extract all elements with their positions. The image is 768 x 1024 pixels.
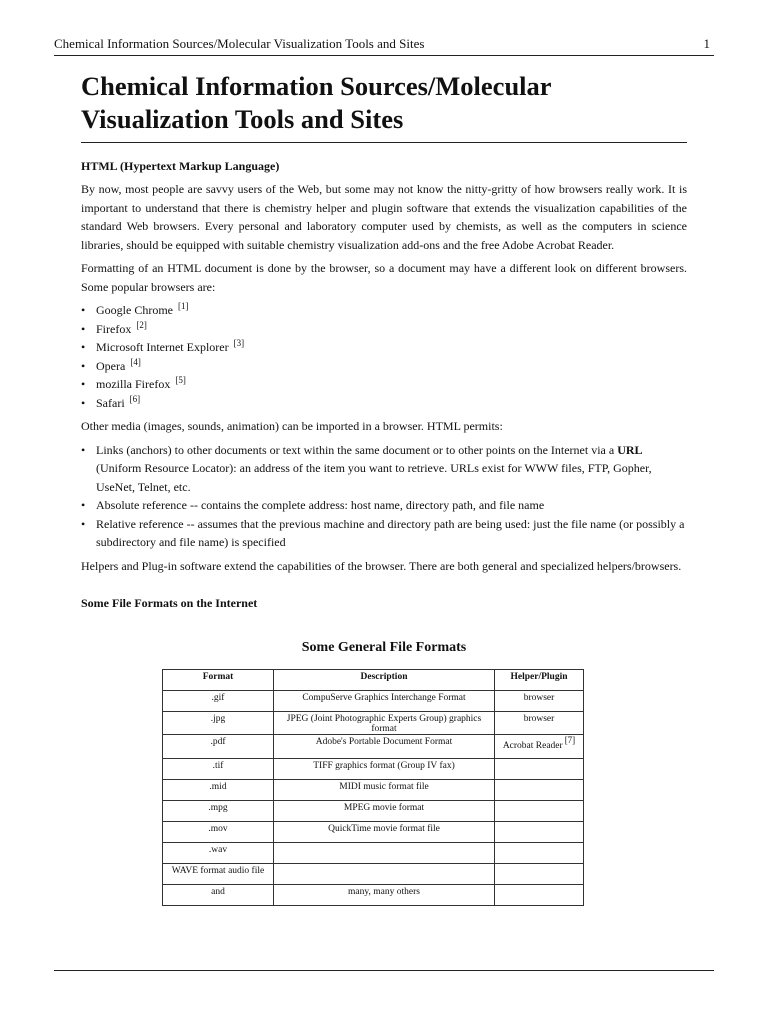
title-line-1: Chemical Information Sources/Molecular	[81, 71, 552, 101]
format-cell: .mid	[163, 780, 274, 801]
reference-link[interactable]: [2]	[136, 319, 147, 330]
list-item	[81, 338, 687, 357]
table-row	[163, 822, 584, 843]
browser-list	[81, 301, 687, 412]
table-row	[163, 712, 584, 735]
intro-paragraph: By now, most people are savvy users of the Web, but some may not know the nitty-gritty of how browsers really work. It is important to understand that there is chemistry helper and plugin software that extends the visualization capabilities of the standard Web browsers. Every personal and laboratory computer used by chemists, as well as the computers in science libraries, should be equipped with suitable chemistry visualization add-ons and the free Adobe Acrobat Reader.	[81, 182, 687, 252]
list-item	[81, 301, 687, 320]
media-paragraph: Other media (images, sounds, animation) can be imported in a browser. HTML permits:	[81, 419, 503, 433]
browser-name: Microsoft Internet Explorer	[96, 340, 229, 354]
helper-cell	[495, 735, 584, 759]
format-cell: .wav	[163, 843, 274, 864]
table-row	[163, 801, 584, 822]
page-content	[81, 70, 687, 906]
page-number: 1	[703, 36, 710, 51]
page-title	[81, 70, 687, 143]
description-cell: many, many others	[274, 885, 495, 906]
format-cell: WAVE format audio file	[163, 864, 274, 885]
running-header	[54, 36, 714, 56]
list-item: • Absolute reference -- contains the complete address: host name, directory path, and file name	[81, 496, 687, 515]
browser-name: Opera	[96, 358, 126, 373]
table-header-row	[163, 670, 584, 691]
links-text-end: (Uniform Resource Locator): an address of the item you want to retrieve. URLs exist for WWW files, FTP, Gopher, UseNet, Telnet, etc.	[96, 461, 652, 494]
list-item: • Relative reference -- assumes that the previous machine and directory path are being used: just the file name (or possibly a subdirectory and file name) is specified	[81, 515, 687, 552]
format-cell: and	[163, 885, 274, 906]
browser-name: Safari	[96, 395, 125, 410]
file-formats-heading: Some File Formats on the Internet	[81, 596, 258, 610]
reference-link[interactable]: [1]	[178, 301, 189, 311]
description-cell: MIDI music format file	[274, 780, 495, 801]
helper-name: browser	[523, 693, 555, 703]
helper-cell	[495, 864, 584, 885]
list-item	[81, 357, 687, 376]
column-header-format: Format	[163, 670, 274, 691]
helper-cell	[495, 691, 584, 712]
list-item	[81, 375, 687, 394]
table-row	[163, 864, 584, 885]
helper-cell	[495, 712, 584, 735]
table-row	[163, 691, 584, 712]
reference-link[interactable]: [6]	[129, 393, 141, 404]
table-caption: Some General File Formats	[301, 640, 467, 655]
table-body	[163, 691, 584, 906]
browser-name: Google Chrome	[96, 303, 173, 317]
description-cell: TIFF graphics format (Group IV fax)	[274, 759, 495, 780]
url-term: URL	[617, 442, 643, 457]
description-cell: QuickTime movie format file	[274, 822, 495, 843]
table-row	[163, 780, 584, 801]
description-cell: MPEG movie format	[274, 801, 495, 822]
format-cell: .pdf	[163, 735, 274, 759]
column-header-helper: Helper/Plugin	[495, 670, 584, 691]
format-cell: .jpg	[163, 712, 274, 735]
description-cell	[274, 864, 495, 885]
table-row	[163, 843, 584, 864]
permits-list	[81, 441, 687, 552]
helper-cell	[495, 843, 584, 864]
helper-cell	[495, 885, 584, 906]
format-cell: .mpg	[163, 801, 274, 822]
running-title: Chemical Information Sources/Molecular Visualization Tools and Sites	[54, 36, 425, 51]
description-cell: JPEG (Joint Photographic Experts Group) graphics format	[274, 712, 495, 735]
helper-cell	[495, 759, 584, 780]
file-formats-table	[162, 669, 584, 906]
reference-link[interactable]: [7]	[564, 735, 576, 745]
table-row	[163, 885, 584, 906]
description-cell: Adobe's Portable Document Format	[274, 735, 495, 759]
table-row	[163, 735, 584, 759]
list-item	[81, 441, 687, 497]
browser-name: mozilla Firefox	[96, 377, 171, 391]
table-row	[163, 759, 584, 780]
browser-name: Firefox	[96, 321, 132, 336]
description-cell: CompuServe Graphics Interchange Format	[274, 691, 495, 712]
helpers-paragraph: Helpers and Plug-in software extend the capabilities of the browser. There are both general and specialized helpers/browsers.	[81, 558, 682, 573]
html-section-heading: HTML (Hypertext Markup Language)	[81, 159, 280, 173]
helper-cell	[495, 822, 584, 843]
description-cell	[274, 843, 495, 864]
helper-name: browser	[523, 714, 555, 724]
reference-link[interactable]: [3]	[233, 338, 245, 348]
reference-link[interactable]: [5]	[175, 375, 186, 385]
column-header-description: Description	[274, 670, 495, 691]
list-item	[81, 320, 687, 339]
helper-cell	[495, 801, 584, 822]
format-cell: .mov	[163, 822, 274, 843]
reference-link[interactable]: [4]	[130, 356, 141, 367]
formatting-paragraph: Formatting of an HTML document is done by the browser, so a document may have a different look on different browsers. Some popular browsers are:	[81, 261, 687, 294]
list-item	[81, 394, 687, 413]
title-line-2: Visualization Tools and Sites	[81, 104, 404, 134]
format-cell: .gif	[163, 691, 274, 712]
helper-cell	[495, 780, 584, 801]
format-cell: .tif	[163, 759, 274, 780]
footer-rule	[54, 970, 714, 971]
links-text-start: Links (anchors) to other documents or text within the same document or to other points on the Internet via a	[96, 442, 618, 457]
helper-name: Acrobat Reader	[502, 741, 563, 751]
